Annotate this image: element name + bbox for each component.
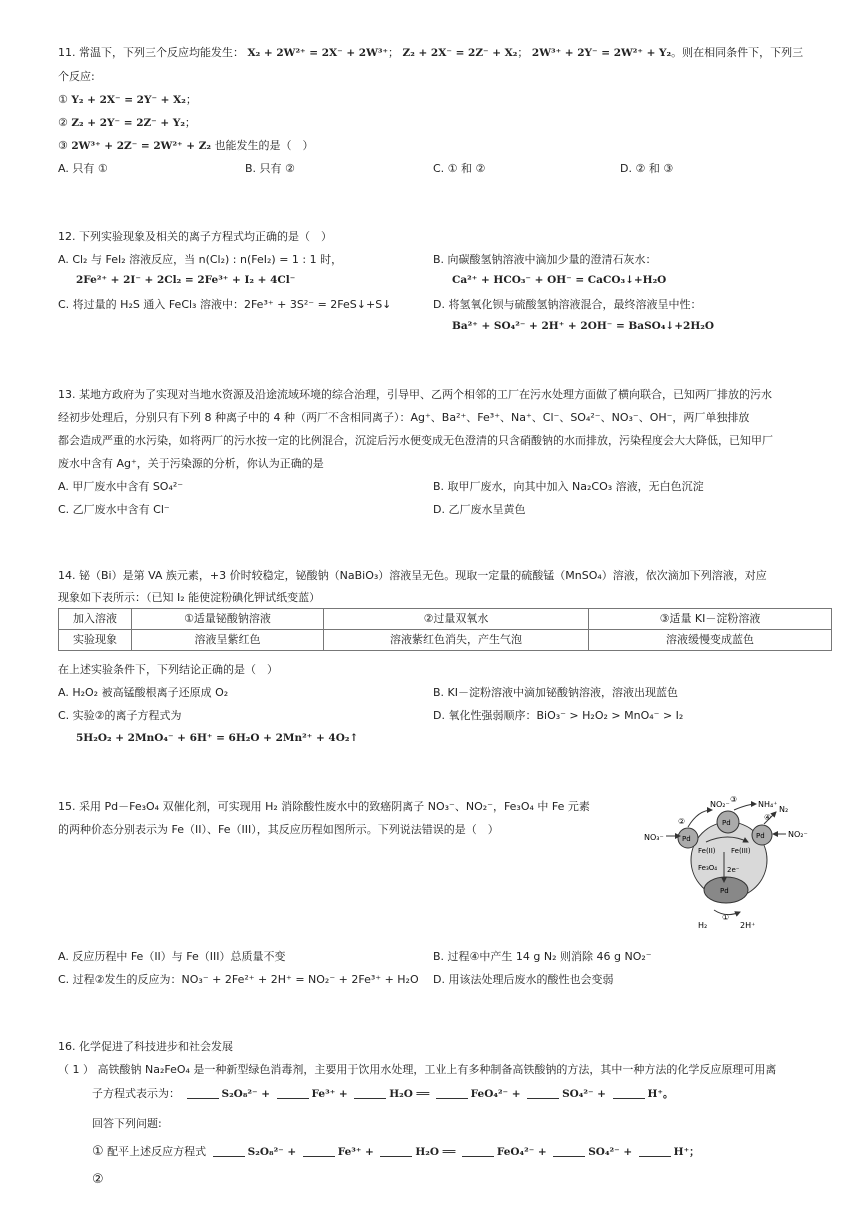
answer-blank[interactable] bbox=[380, 1156, 412, 1157]
q14-option-d[interactable]: D. 氧化性强弱顺序：BiO₃⁻ > H₂O₂ > MnO₄⁻ > I₂ bbox=[433, 709, 684, 722]
q14-table-cell: 溶液紫红色消失，产生气泡 bbox=[324, 630, 589, 651]
answer-blank[interactable] bbox=[462, 1156, 494, 1157]
q13-stem-3: 都会造成严重的水污染，如将两厂的污水按一定的比例混合，沉淀后污水便变成无色澄清的只含硝酸钠的水而排放，污染程度会大大降低，已知甲厂 bbox=[58, 434, 773, 447]
q16-answer-intro: 回答下列问题: bbox=[92, 1117, 162, 1130]
answer-blank[interactable] bbox=[527, 1098, 559, 1099]
q14-stem-1: 14. 铋（Bi）是第 VA 族元素，+3 价时较稳定，铋酸钠（NaBiO₃）溶液呈无色。现取一定量的硫酸锰（MnSO₄）溶液，依次滴加下列溶液，对应 bbox=[58, 569, 767, 582]
q14-table-cell: ①适量铋酸钠溶液 bbox=[132, 609, 324, 630]
q11-stem-cont: 个反应: bbox=[58, 70, 95, 83]
diagram-label: 2H⁺ bbox=[740, 921, 756, 930]
q16-title: 16. 化学促进了科技进步和社会发展 bbox=[58, 1040, 233, 1053]
diagram-label: Pd bbox=[682, 835, 691, 843]
q14-table-cell: 溶液呈紫红色 bbox=[132, 630, 324, 651]
step2-arrow bbox=[688, 810, 712, 827]
q14-option-c[interactable]: C. 实验②的离子方程式为 bbox=[58, 709, 182, 722]
diagram-label: Fe(III) bbox=[731, 847, 751, 855]
q11-option-a[interactable]: A. 只有 ① bbox=[58, 162, 108, 175]
q13-option-a[interactable]: A. 甲厂废水中含有 SO₄²⁻ bbox=[58, 480, 184, 493]
q14-option-a[interactable]: A. H₂O₂ 被高锰酸根离子还原成 O₂ bbox=[58, 686, 229, 699]
q11-option-b[interactable]: B. 只有 ② bbox=[245, 162, 295, 175]
diagram-label: NO₂⁻ bbox=[710, 800, 730, 809]
q14-table-row bbox=[59, 609, 832, 630]
answer-blank[interactable] bbox=[639, 1156, 671, 1157]
diagram-label: Pd bbox=[722, 819, 731, 827]
q12-option-b-eq: Ca²⁺ + HCO₃⁻ + OH⁻ = CaCO₃↓+H₂O bbox=[452, 274, 667, 286]
q14-table bbox=[58, 608, 832, 651]
q13-option-c[interactable]: C. 乙厂废水中含有 Cl⁻ bbox=[58, 503, 170, 516]
answer-blank[interactable] bbox=[277, 1098, 309, 1099]
diagram-label: Fe₃O₄ bbox=[698, 864, 718, 872]
q14-table-cell: ②过量双氧水 bbox=[324, 609, 589, 630]
q11-item-2: ② Z₂ + 2Y⁻ = 2Z⁻ + Y₂； bbox=[58, 116, 196, 129]
q12-option-c[interactable]: C. 将过量的 H₂S 通入 FeCl₃ 溶液中：2Fe³⁺ + 3S²⁻ = 2FeS↓+S↓ bbox=[58, 298, 392, 311]
diagram-step: ④ bbox=[764, 813, 772, 822]
q11-stem: 11. 常温下，下列三个反应均能发生： X₂ + 2W²⁺ = 2X⁻ + 2W³⁺； Z₂ + 2X⁻ = 2Z⁻ + X₂； 2W³⁺ + 2Y⁻ = 2W²⁺ + Y₂。则在相同条件下，下列三 bbox=[58, 46, 804, 59]
diagram-step: ② bbox=[678, 817, 686, 826]
q14-option-b[interactable]: B. KI－淀粉溶液中滴加铋酸钠溶液，溶液出现蓝色 bbox=[433, 686, 678, 699]
q12-option-a-eq: 2Fe²⁺ + 2I⁻ + 2Cl₂ = 2Fe³⁺ + I₂ + 4Cl⁻ bbox=[76, 274, 296, 286]
q13-stem-4: 废水中含有 Ag⁺，关于污染源的分析，你认为正确的是 bbox=[58, 457, 324, 470]
q15-option-a[interactable]: A. 反应历程中 Fe（II）与 Fe（III）总质量不变 bbox=[58, 950, 286, 963]
answer-blank[interactable] bbox=[553, 1156, 585, 1157]
answer-blank[interactable] bbox=[213, 1156, 245, 1157]
q12-stem: 12. 下列实验现象及相关的离子方程式均正确的是（ ） bbox=[58, 230, 332, 243]
diagram-step: ③ bbox=[730, 795, 738, 804]
answer-blank[interactable] bbox=[354, 1098, 386, 1099]
q14-stem-2: 现象如下表所示：（已知 I₂ 能使淀粉碘化钾试纸变蓝） bbox=[58, 591, 321, 604]
diagram-label: Fe(II) bbox=[698, 847, 716, 855]
q14-table-cell: ③适量 KI－淀粉溶液 bbox=[589, 609, 832, 630]
diagram-step: ① bbox=[722, 913, 730, 922]
diagram-label: NO₂⁻ bbox=[788, 830, 808, 839]
answer-blank[interactable] bbox=[613, 1098, 645, 1099]
diagram-label: Pd bbox=[720, 887, 729, 895]
q14-option-c-eq: 5H₂O₂ + 2MnO₄⁻ + 6H⁺ = 6H₂O + 2Mn²⁺ + 4O₂↑ bbox=[76, 732, 359, 744]
catalyst-cycle-diagram bbox=[636, 790, 816, 932]
step3-arrow bbox=[734, 804, 756, 810]
answer-blank[interactable] bbox=[436, 1098, 468, 1099]
q15-stem-1: 15. 采用 Pd－Fe₃O₄ 双催化剂，可实现用 H₂ 消除酸性废水中的致癌阴离子 NO₃⁻、NO₂⁻，Fe₃O₄ 中 Fe 元素 bbox=[58, 800, 590, 813]
q12-option-d-eq: Ba²⁺ + SO₄²⁻ + 2H⁺ + 2OH⁻ = BaSO₄↓+2H₂O bbox=[452, 320, 714, 332]
q15-option-d[interactable]: D. 用该法处理后废水的酸性也会变弱 bbox=[433, 973, 614, 986]
diagram-label: N₂ bbox=[779, 805, 789, 814]
q14-table-cell: 实验现象 bbox=[59, 630, 132, 651]
diagram-label: NO₃⁻ bbox=[644, 833, 664, 842]
q15-stem-2: 的两种价态分别表示为 Fe（II）、Fe（III），其反应历程如图所示。下列说法错误的是（ ） bbox=[58, 823, 499, 836]
diagram-label: NH₄⁺ bbox=[758, 800, 778, 809]
q13-option-d[interactable]: D. 乙厂废水呈黄色 bbox=[433, 503, 526, 516]
q11-option-c[interactable]: C. ① 和 ② bbox=[433, 162, 486, 175]
diagram-label: Pd bbox=[756, 832, 765, 840]
q12-option-a[interactable]: A. Cl₂ 与 FeI₂ 溶液反应，当 n(Cl₂) : n(FeI₂) = 1 : 1 时， bbox=[58, 253, 343, 266]
q12-option-d[interactable]: D. 将氢氧化钡与硫酸氢钠溶液混合，最终溶液呈中性： bbox=[433, 298, 702, 311]
q11-option-d[interactable]: D. ② 和 ③ bbox=[620, 162, 674, 175]
answer-blank[interactable] bbox=[187, 1098, 219, 1099]
q13-stem-1: 13. 某地方政府为了实现对当地水资源及沿途流域环境的综合治理，引导甲、乙两个相邻的工厂在污水处理方面做了横向联合，已知两厂排放的污水 bbox=[58, 388, 772, 401]
q15-option-b[interactable]: B. 过程④中产生 14 g N₂ 则消除 46 g NO₂⁻ bbox=[433, 950, 652, 963]
q16-sub2: ② bbox=[92, 1172, 104, 1187]
q16-part1-line2: 子方程式表示为： S₂O₈²⁻ + Fe³⁺ + H₂O ══ FeO₄²⁻ + SO₄²⁻ + H⁺。 bbox=[92, 1087, 674, 1100]
q16-sub1: ① 配平上述反应方程式 S₂O₈²⁻ + Fe³⁺ + H₂O ══ FeO₄²⁻ + SO₄²⁻ + H⁺； bbox=[92, 1144, 700, 1159]
q13-option-b[interactable]: B. 取甲厂废水，向其中加入 Na₂CO₃ 溶液，无白色沉淀 bbox=[433, 480, 704, 493]
q14-table-cell: 溶液缓慢变成蓝色 bbox=[589, 630, 832, 651]
diagram-label: 2e⁻ bbox=[727, 866, 740, 874]
q14-table-row bbox=[59, 630, 832, 651]
q14-stem-3: 在上述实验条件下，下列结论正确的是（ ） bbox=[58, 663, 278, 676]
q11-item-3: ③ 2W³⁺ + 2Z⁻ = 2W²⁺ + Z₂ 也能发生的是（ ） bbox=[58, 139, 314, 152]
q12-option-b[interactable]: B. 向碳酸氢钠溶液中滴加少量的澄清石灰水： bbox=[433, 253, 657, 266]
diagram-label: H₂ bbox=[698, 921, 708, 930]
q14-table-cell: 加入溶液 bbox=[59, 609, 132, 630]
answer-blank[interactable] bbox=[303, 1156, 335, 1157]
q13-stem-2: 经初步处理后，分别只有下列 8 种离子中的 4 种（两厂不含相同离子）：Ag⁺、Ba²⁺、Fe³⁺、Na⁺、Cl⁻、SO₄²⁻、NO₃⁻、OH⁻，两厂单独排放 bbox=[58, 411, 750, 424]
q15-option-c[interactable]: C. 过程②发生的反应为：NO₃⁻ + 2Fe²⁺ + 2H⁺ = NO₂⁻ + 2Fe³⁺ + H₂O bbox=[58, 973, 419, 986]
q11-item-1: ① Y₂ + 2X⁻ = 2Y⁻ + X₂； bbox=[58, 93, 197, 106]
q16-part1-line1: （ 1 ） 高铁酸钠 Na₂FeO₄ 是一种新型绿色消毒剂，主要用于饮用水处理，工业上有多种制备高铁酸钠的方法，其中一种方法的化学反应原理可用离 bbox=[58, 1063, 777, 1076]
